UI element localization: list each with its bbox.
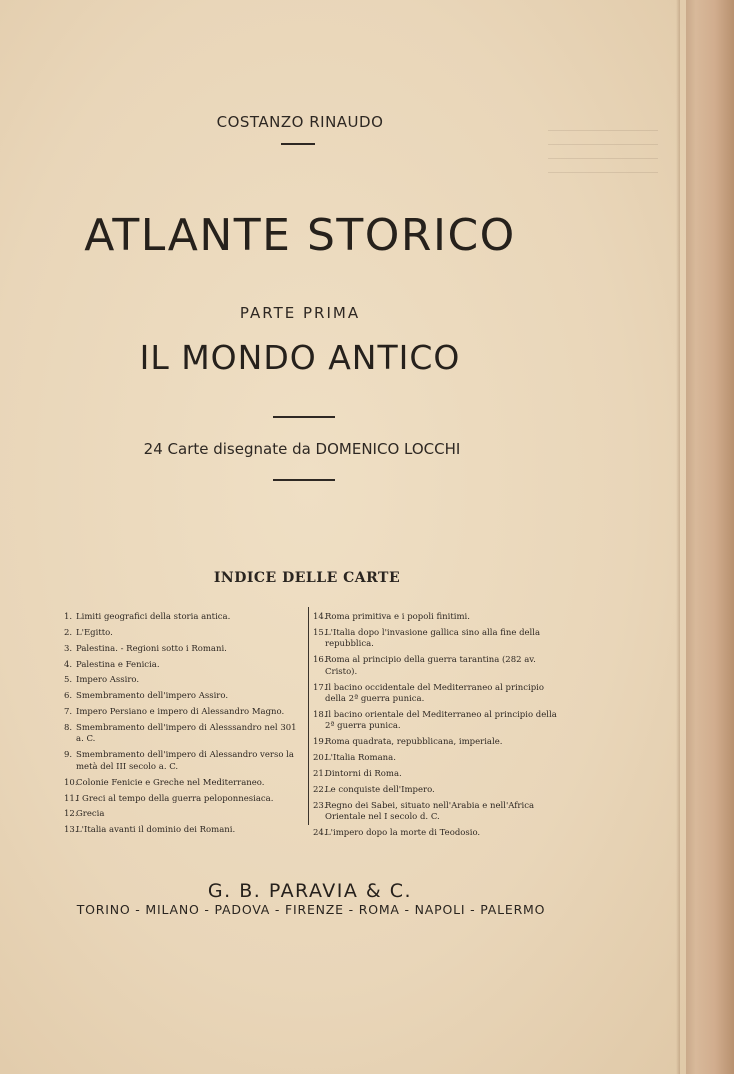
index-entry-text: L'Italia avanti il dominio dei Romani. — [76, 825, 236, 836]
author-name: COSTANZO RINAUDO — [216, 113, 384, 131]
page-edge — [686, 0, 734, 1074]
handwritten-mark: ​ — [36, 989, 42, 1008]
index-entry-number: 17. — [313, 682, 327, 693]
page-gutter-shadow — [676, 0, 680, 1074]
index-entry-text: Colonie Fenicie e Greche nel Mediterraneo. — [76, 777, 265, 788]
index-title: INDICE DELLE CARTE — [213, 570, 401, 586]
index-entry-text: Regno dei Sabei, situato nell'Arabia e nell'Africa Orientale nel I secolo d. C. — [325, 800, 535, 823]
index-entry-number: 16. — [313, 655, 327, 666]
index-entry-number: 6. — [64, 691, 73, 702]
index-entry — [313, 655, 559, 678]
index-entry-number: 11. — [64, 793, 78, 804]
index-entry-text: Limiti geografici della storia antica. — [76, 612, 231, 622]
index-entry-number: 1. — [64, 612, 73, 622]
index-entry-text: Palestina e Fenicia. — [76, 659, 160, 670]
index-entry — [64, 809, 304, 820]
index-entry-number: 24. — [313, 827, 327, 838]
subtitle-rule — [273, 416, 335, 418]
index-entry-text: Palestina. - Regioni sotto i Romani. — [76, 643, 227, 654]
index-entry — [64, 660, 304, 671]
index-entry — [64, 707, 304, 718]
credit-rule — [273, 479, 335, 481]
index-entry — [313, 683, 559, 706]
publisher-cities: TORINO - MILANO - PADOVA - FIRENZE - ROMA - NAPOLI - PALERMO — [76, 902, 546, 917]
index-entry-text: L'Italia Romana. — [325, 753, 396, 764]
index-entry — [313, 710, 559, 733]
index-entry — [64, 723, 304, 746]
index-entry-text: Smembramento dell'impero Assiro. — [76, 691, 229, 702]
index-entry — [313, 801, 559, 824]
index-entry-number: 15. — [313, 627, 327, 638]
index-entry-number: 20. — [313, 753, 327, 764]
index-entry — [64, 612, 304, 623]
index-entry-number: 14. — [313, 612, 327, 622]
index-entry-number: 2. — [64, 627, 73, 638]
index-entry — [313, 785, 559, 796]
index-entry-text: Smembramento dell'impero di Alessandro verso la metà del III secolo a. C. — [76, 750, 294, 772]
index-entry-text: L'impero dopo la morte di Teodosio. — [325, 827, 481, 838]
index-entry-number: 21. — [313, 768, 327, 779]
page-subtitle: IL MONDO ANTICO — [139, 338, 461, 377]
credit-line: 24 Carte disegnate da DOMENICO LOCCHI — [143, 440, 461, 458]
index-entry-text: Impero Persiano e impero di Alessandro Magno. — [76, 707, 285, 718]
index-entry-number: 19. — [313, 737, 327, 748]
index-left-column — [64, 612, 304, 841]
index-entry-text: Il bacino orientale del Mediterraneo al principio della 2ª guerra punica. — [325, 709, 557, 732]
index-entry — [64, 778, 304, 789]
index-entry — [313, 628, 559, 651]
index-entry-text: Grecia — [76, 809, 105, 820]
index-entry — [64, 675, 304, 686]
index-entry-text: Il bacino occidentale del Mediterraneo al principio della 2ª guerra punica. — [325, 682, 544, 704]
index-entry-text: Roma quadrata, repubblicana, imperiale. — [325, 737, 503, 748]
index-entry-number: 10. — [64, 777, 78, 788]
index-entry — [313, 737, 559, 748]
publisher-name: G. B. PARAVIA & C. — [207, 880, 413, 902]
index-entry-text: Roma al principio della guerra tarantina (282 av. Cristo). — [325, 655, 536, 677]
index-entry-number: 8. — [64, 723, 73, 734]
index-entry — [64, 628, 304, 639]
index-entry — [64, 691, 304, 702]
index-entry — [313, 612, 559, 623]
index-entry — [313, 828, 559, 839]
part-label: PARTE PRIMA — [239, 304, 361, 322]
index-entry-number: 22. — [313, 784, 327, 795]
index-entry-text: I Greci al tempo della guerra peloponnesiaca. — [76, 793, 274, 804]
index-column-divider — [308, 607, 309, 825]
index-entry — [64, 644, 304, 655]
index-entry — [313, 753, 559, 764]
index-entry — [313, 769, 559, 780]
index-entry-text: Impero Assiro. — [76, 675, 140, 686]
index-entry-number: 23. — [313, 800, 327, 811]
index-entry-number: 4. — [64, 659, 73, 670]
index-entry-text: L'Egitto. — [76, 627, 113, 638]
index-entry-number: 3. — [64, 643, 73, 654]
index-entry-number: 13. — [64, 825, 78, 836]
index-entry-text: L'Italia dopo l'invasione gallica sino alla fine della repubblica. — [325, 627, 541, 650]
index-entry-number: 18. — [313, 709, 327, 720]
index-entry-number: 7. — [64, 707, 73, 718]
index-entry-number: 5. — [64, 675, 73, 686]
index-entry — [64, 750, 304, 773]
index-entry-number: 9. — [64, 750, 73, 761]
index-entry-text: Roma primitiva e i popoli finitimi. — [325, 612, 470, 622]
index-entry-text: Smembramento dell'impero di Alesssandro nel 301 a. C. — [76, 723, 297, 745]
index-entry — [64, 825, 304, 836]
index-entry-text: Dintorni di Roma. — [325, 768, 402, 779]
index-right-column — [313, 612, 559, 844]
page-title: ATLANTE STORICO — [84, 210, 516, 261]
author-rule — [281, 143, 315, 145]
index-entry — [64, 794, 304, 805]
index-entry-text: Le conquiste dell'Impero. — [325, 784, 435, 795]
index-entry-number: 12. — [64, 809, 78, 820]
